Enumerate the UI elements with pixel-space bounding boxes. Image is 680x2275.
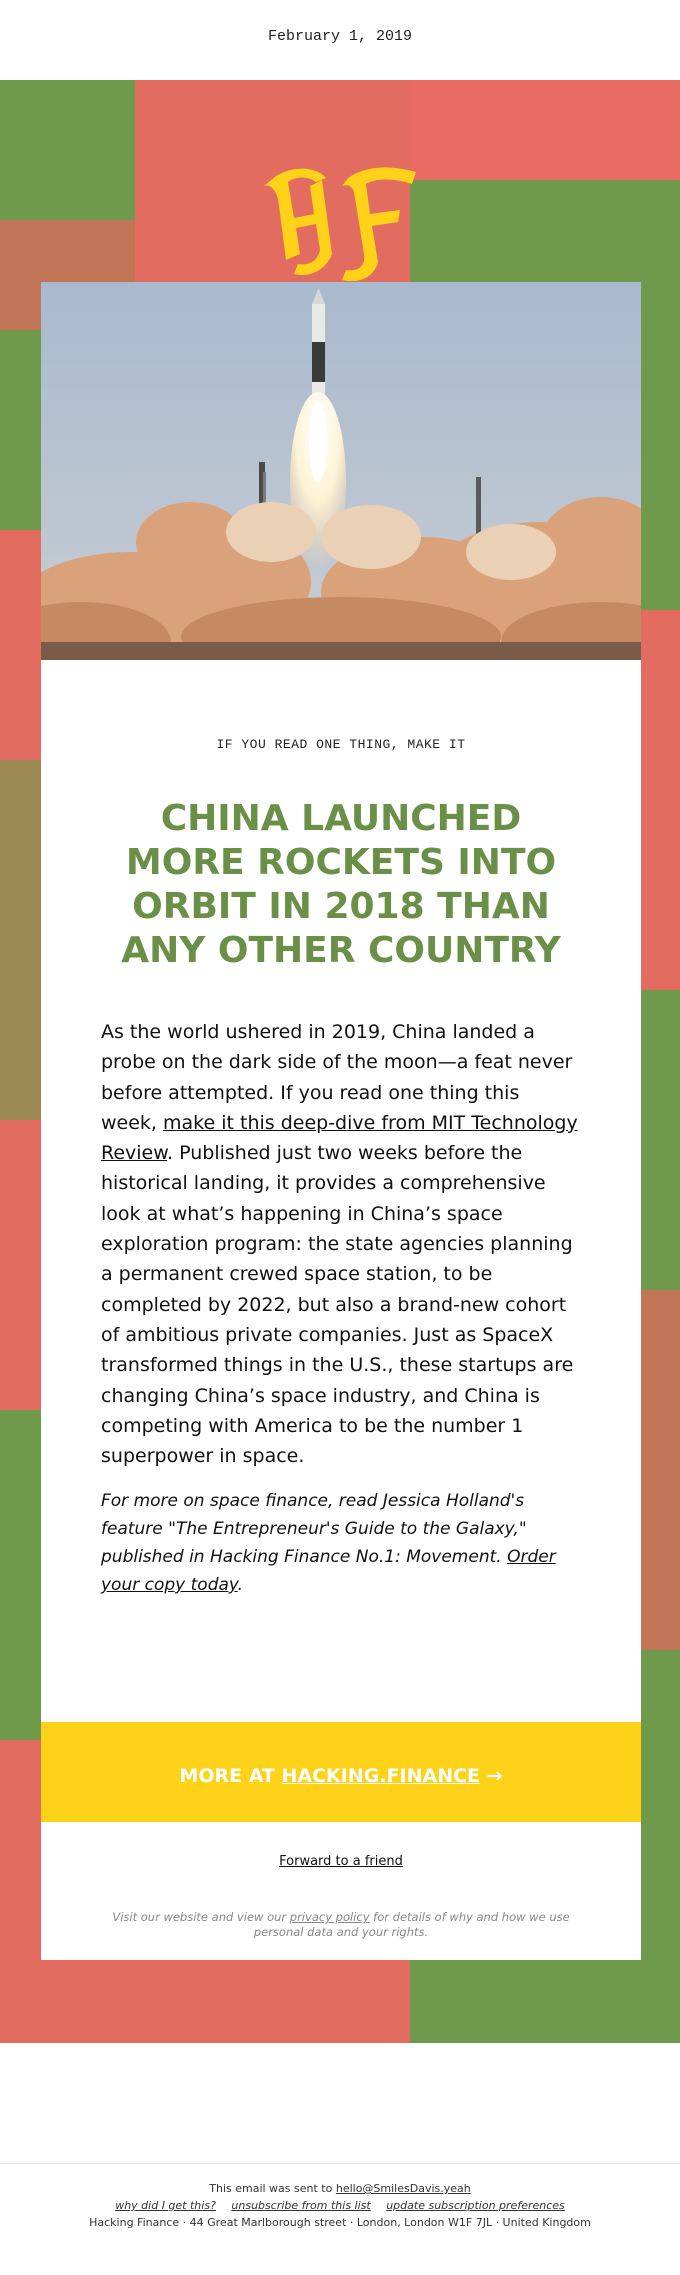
- order-copy-link[interactable]: Order your copy today: [101, 1547, 556, 1595]
- article-headline: CHINA LAUNCHED MORE ROCKETS INTO ORBIT IN 2018 THAN ANY OTHER COUNTRY: [121, 798, 561, 971]
- body-rest: . Published just two weeks before the historical landing, it provides a comprehensive look at what’s happening in China’s space exploration program: the state agencies planning a permanent crewed space station, to be completed by 2022, but also a brand-new cohort of ambitious private companies. Just as SpaceX transformed things in the U.S., these startups are changing China’s space industry, and China is competing with America to be the number 1 superpower in space.: [101, 1142, 574, 1468]
- privacy-policy-link[interactable]: privacy policy: [289, 1910, 370, 1924]
- body-intro: As the world ushered in 2019, China landed a probe on the dark side of the moon—a feat never before attempted. If you read one thing this week,: [101, 1021, 573, 1134]
- hero-image: [41, 282, 641, 660]
- recipient-email-link[interactable]: hello@SmilesDavis.yeah: [335, 2182, 471, 2195]
- forward-section: [41, 1854, 641, 1869]
- space-finance-note: [101, 1487, 581, 1599]
- privacy-notice: [101, 1910, 581, 1940]
- more-at-cta: [41, 1765, 641, 1787]
- why-did-i-get-this-link[interactable]: why did I get this?: [115, 2199, 216, 2212]
- arrow-right-icon: →: [486, 1765, 503, 1787]
- mailing-address: Hacking Finance · 44 Great Marlborough street · London, London W1F 7JL · United Kingdom: [89, 2216, 591, 2229]
- unsubscribe-link[interactable]: unsubscribe from this list: [231, 2199, 371, 2212]
- newsletter-date: February 1, 2019: [267, 28, 413, 45]
- email-footer: [0, 2180, 680, 2231]
- hacking-finance-link[interactable]: HACKING.FINANCE: [281, 1765, 481, 1787]
- article-body: [101, 1017, 581, 1471]
- bg-block: [0, 80, 135, 220]
- sent-to-line: [0, 2180, 680, 2197]
- footer-links: [0, 2197, 680, 2214]
- bg-block: [410, 80, 680, 180]
- eyebrow-label: IF YOU READ ONE THING, MAKE IT: [216, 737, 466, 752]
- cta-prefix: MORE AT: [179, 1765, 282, 1787]
- note-intro: For more on space finance, read Jessica Holland's feature "The Entrepreneur's Guide to the Galaxy," published in Hacking Finance No.1: Movement.: [101, 1491, 527, 1567]
- note-end: .: [237, 1575, 244, 1595]
- footer-divider: [0, 2163, 680, 2164]
- forward-to-friend-link[interactable]: Forward to a friend: [279, 1854, 403, 1869]
- article-card: [41, 282, 641, 1960]
- update-preferences-link[interactable]: update subscription preferences: [386, 2199, 565, 2212]
- privacy-after: for details of why and how we use personal data and your rights.: [253, 1910, 570, 1939]
- sent-to-prefix: This email was sent to: [209, 2182, 336, 2195]
- privacy-before: Visit our website and view our: [112, 1910, 290, 1924]
- hf-logo: [256, 158, 424, 288]
- mit-technology-review-link[interactable]: make it this deep-dive from MIT Technology Review: [101, 1111, 578, 1165]
